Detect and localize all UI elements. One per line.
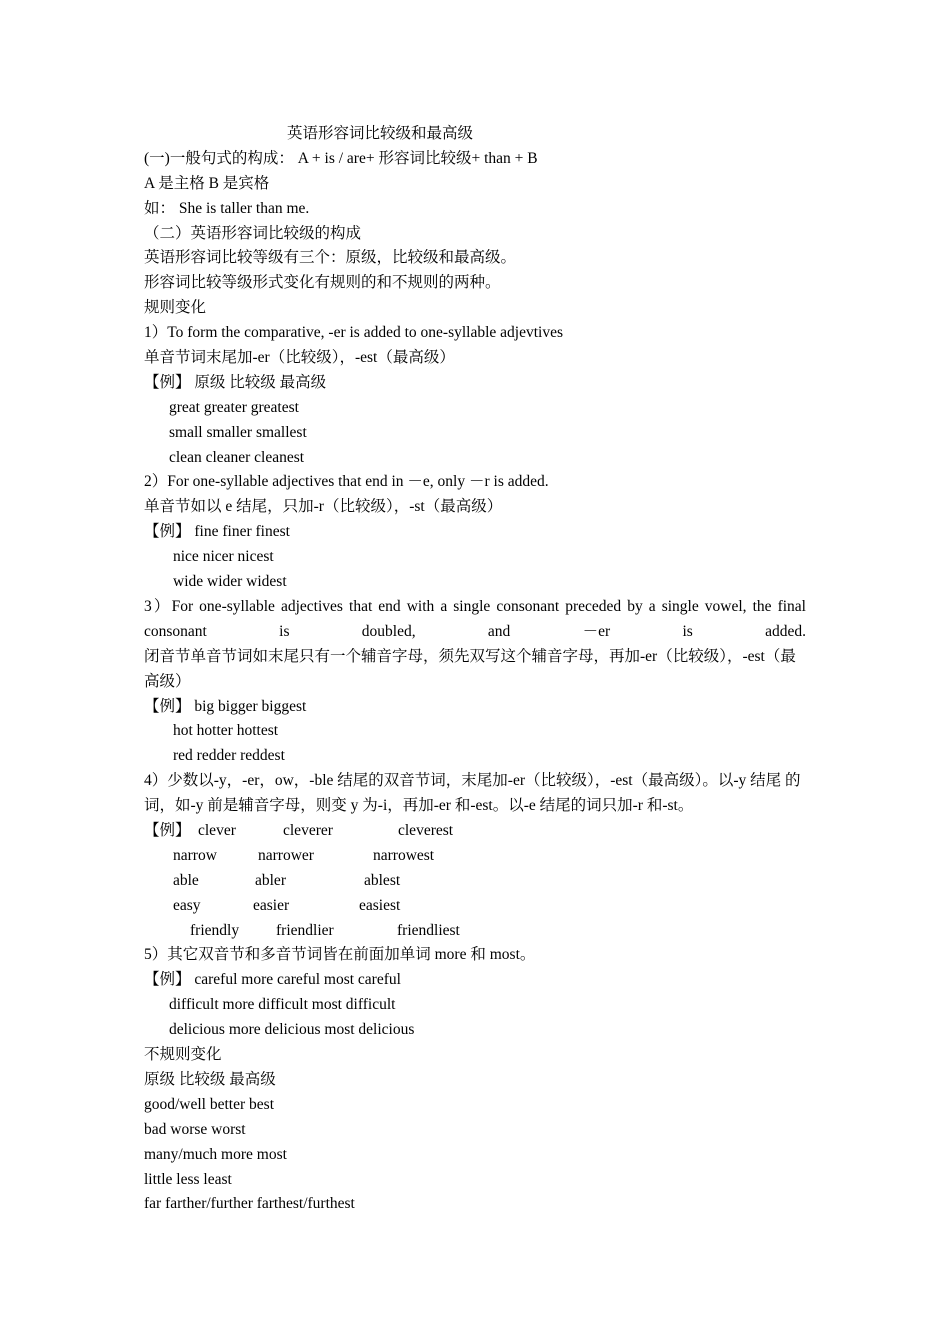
- example-line: great greater greatest: [169, 398, 299, 416]
- table-row: [144, 844, 806, 869]
- rule-2: 2）For one-syllable adjectives that end in －e, only －r is added.: [144, 473, 549, 491]
- table-row: [144, 919, 806, 944]
- table-cell: friendly: [190, 921, 240, 939]
- example-header: 【例】 careful more careful most careful: [144, 971, 401, 989]
- text-line: 英语形容词比较等级有三个：原级，比较级和最高级。: [144, 249, 517, 267]
- example-line: hot hotter hottest: [173, 722, 279, 740]
- text-line: bad worse worst: [144, 1120, 246, 1138]
- table-cell: easiest: [359, 896, 401, 914]
- rule-3-cn: 闭音节单音节词如末尾只有一个辅音字母，须先双写这个辅音字母，再加-er（比较级），-est（最高级）: [144, 647, 796, 690]
- example-line: delicious more delicious most delicious: [169, 1021, 415, 1039]
- table-cell: friendliest: [397, 921, 460, 939]
- table-cell: cleverest: [398, 822, 454, 840]
- table-cell: able: [173, 871, 199, 889]
- table-row: [144, 869, 806, 894]
- example-line: wide wider widest: [173, 573, 287, 591]
- text-line: good/well better best: [144, 1095, 274, 1113]
- document-page: [144, 122, 806, 1217]
- text-line: far farther/further farthest/furthest: [144, 1195, 355, 1213]
- rule-1-cn: 单音节词末尾加-er（比较级），-est（最高级）: [144, 349, 455, 367]
- text-line: 如： She is taller than me.: [144, 199, 310, 217]
- table-cell: clever: [198, 822, 236, 840]
- text-line: A 是主格 B 是宾格: [144, 174, 270, 192]
- document-title: 英语形容词比较级和最高级: [287, 125, 474, 142]
- table-row: [144, 819, 806, 844]
- table-cell: narrower: [258, 846, 314, 864]
- rule-4: 4）少数以-y，-er，ow，-ble 结尾的双音节词，末尾加-er（比较级），-est（最高级）。以-y 结尾 的词，如-y 前是辅音字母，则变 y 为-i，再加-er 和-est。以-e 结尾的词只加-r 和-st。: [144, 772, 801, 815]
- table-cell: ablest: [364, 871, 401, 889]
- text-line: little less least: [144, 1170, 232, 1188]
- example-header: 【例】 big bigger biggest: [144, 697, 307, 715]
- text-line: 形容词比较等级形式变化有规则的和不规则的两种。: [144, 274, 501, 292]
- table-cell: friendlier: [276, 921, 334, 939]
- table-cell: abler: [255, 871, 286, 889]
- table-cell: narrowest: [373, 846, 435, 864]
- example-header: 【例】 原级 比较级 最高级: [144, 373, 327, 391]
- example-header: 【例】 fine finer finest: [144, 523, 290, 541]
- table-cell: easy: [173, 896, 201, 914]
- text-line: (一)一般句式的构成： A + is / are+ 形容词比较级+ than + B: [144, 149, 538, 167]
- text-line: 原级 比较级 最高级: [144, 1070, 276, 1088]
- subheading-irregular: 不规则变化: [144, 1046, 222, 1064]
- table-cell: easier: [253, 896, 290, 914]
- table-row: [144, 894, 806, 919]
- rule-1: 1）To form the comparative, -er is added to one-syllable adjevtives: [144, 324, 563, 342]
- section-heading: （二）英语形容词比较级的构成: [144, 224, 362, 242]
- example-line: clean cleaner cleanest: [169, 448, 305, 466]
- example-line: difficult more difficult most difficult: [169, 996, 396, 1014]
- example-line: small smaller smallest: [169, 423, 307, 441]
- rule-2-cn: 单音节如以 e 结尾，只加-r（比较级），-st（最高级）: [144, 498, 503, 516]
- text-line: many/much more most: [144, 1145, 287, 1163]
- subheading-regular: 规则变化: [144, 299, 207, 317]
- example-line: nice nicer nicest: [173, 548, 274, 566]
- example-line: red redder reddest: [173, 747, 285, 765]
- rule-3: 3）For one-syllable adjectives that end with a single consonant preceded by a single vowel, the final consonant is doubled, and －er is added.: [144, 597, 806, 640]
- table-cell: cleverer: [283, 822, 333, 840]
- rule-5: 5）其它双音节和多音节词皆在前面加单词 more 和 most。: [144, 946, 536, 964]
- table-cell: narrow: [173, 846, 217, 864]
- example-prefix: 【例】: [144, 822, 195, 840]
